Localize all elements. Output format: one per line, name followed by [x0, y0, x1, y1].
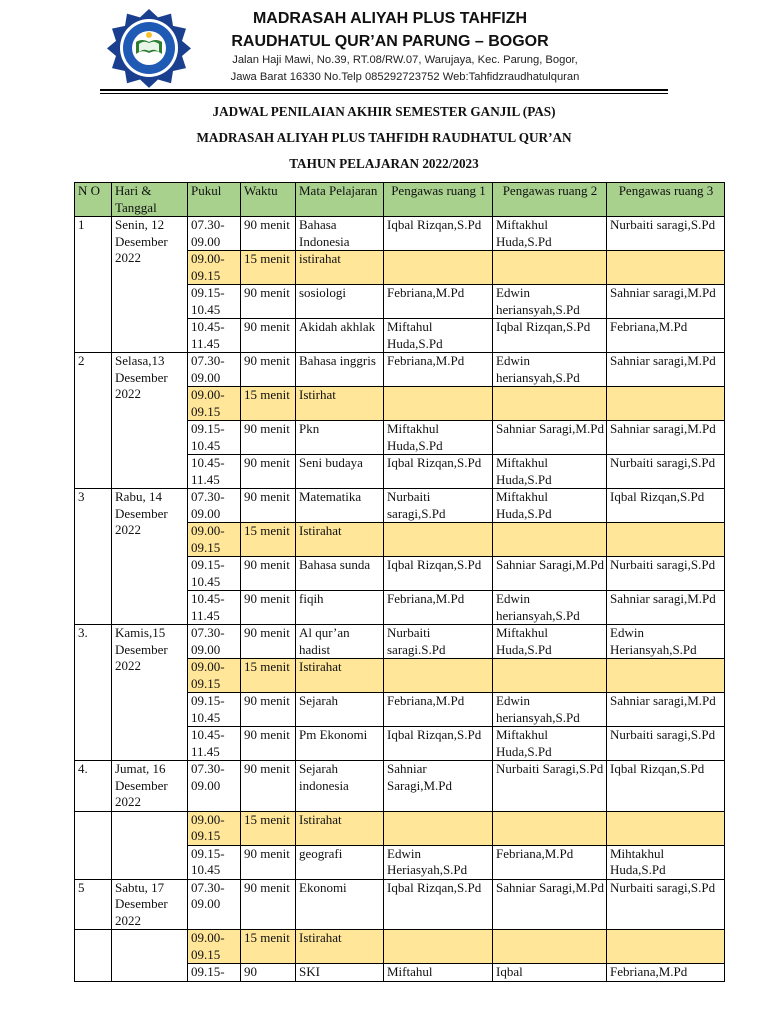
cell-subject: Bahasa Indonesia — [296, 217, 384, 251]
cell-proctor-3 — [607, 659, 725, 693]
cell-time: 07.30-09.00 — [188, 217, 241, 251]
cell-proctor-2 — [493, 659, 607, 693]
cell-time: 09.15-10.45 — [188, 285, 241, 319]
cell-duration: 90 menit — [241, 455, 296, 489]
cell-no — [75, 930, 112, 982]
cell-time: 09.15- — [188, 964, 241, 982]
cell-no: 1 — [75, 217, 112, 353]
cell-duration: 90 menit — [241, 353, 296, 387]
header-no: N O — [75, 183, 112, 217]
cell-no: 3. — [75, 625, 112, 761]
cell-day — [112, 930, 188, 982]
cell-duration: 90 — [241, 964, 296, 982]
header-proctor-3: Pengawas ruang 3 — [607, 183, 725, 217]
cell-duration: 15 menit — [241, 659, 296, 693]
cell-subject: fiqih — [296, 591, 384, 625]
cell-proctor-2: Miftakhul Huda,S.Pd — [493, 625, 607, 659]
cell-time: 09.00-09.15 — [188, 930, 241, 964]
cell-duration: 90 menit — [241, 727, 296, 761]
cell-proctor-1: Febriana,M.Pd — [384, 353, 493, 387]
cell-duration: 15 menit — [241, 523, 296, 557]
cell-time: 09.00-09.15 — [188, 811, 241, 845]
cell-subject: Istirahat — [296, 659, 384, 693]
cell-subject: Istirahat — [296, 811, 384, 845]
table-header-row — [75, 183, 725, 217]
table-row — [75, 217, 725, 251]
cell-proctor-2: Miftakhul Huda,S.Pd — [493, 217, 607, 251]
cell-no: 3 — [75, 489, 112, 625]
cell-proctor-2: Miftakhul Huda,S.Pd — [493, 489, 607, 523]
cell-proctor-3: Nurbaiti saragi,S.Pd — [607, 727, 725, 761]
cell-day: Sabtu, 17 Desember 2022 — [112, 879, 188, 930]
table-row — [75, 489, 725, 523]
cell-time: 10.45-11.45 — [188, 727, 241, 761]
cell-proctor-3: Nurbaiti saragi,S.Pd — [607, 217, 725, 251]
cell-proctor-1: Nurbaiti saragi,S.Pd — [384, 489, 493, 523]
cell-duration: 90 menit — [241, 557, 296, 591]
school-logo — [106, 8, 192, 88]
table-row — [75, 761, 725, 812]
cell-proctor-1: Iqbal Rizqan,S.Pd — [384, 557, 493, 591]
cell-subject: Akidah akhlak — [296, 319, 384, 353]
doc-subtitle-year: TAHUN PELAJARAN 2022/2023 — [289, 156, 479, 171]
cell-proctor-3: Nurbaiti saragi,S.Pd — [607, 557, 725, 591]
cell-day: Jumat, 16 Desember 2022 — [112, 761, 188, 812]
header-subject: Mata Pelajaran — [296, 183, 384, 217]
cell-duration: 90 menit — [241, 285, 296, 319]
cell-duration: 90 menit — [241, 591, 296, 625]
cell-duration: 15 menit — [241, 930, 296, 964]
cell-time: 09.15-10.45 — [188, 693, 241, 727]
cell-subject: Istirahat — [296, 523, 384, 557]
cell-time: 09.00-09.15 — [188, 387, 241, 421]
exam-schedule-table — [74, 182, 725, 982]
table-row-break — [75, 930, 725, 964]
cell-duration: 90 menit — [241, 625, 296, 659]
cell-proctor-1: Nurbaiti saragi.S.Pd — [384, 625, 493, 659]
cell-proctor-3 — [607, 811, 725, 845]
doc-subtitle-school: MADRASAH ALIYAH PLUS TAHFIDH RAUDHATUL QUR’AN — [196, 130, 572, 145]
cell-proctor-1: Iqbal Rizqan,S.Pd — [384, 727, 493, 761]
cell-subject: Pkn — [296, 421, 384, 455]
table-row-break — [75, 811, 725, 845]
cell-proctor-2: Febriana,M.Pd — [493, 845, 607, 879]
cell-time: 07.30-09.00 — [188, 625, 241, 659]
cell-duration: 15 menit — [241, 811, 296, 845]
cell-proctor-3: Sahniar saragi,M.Pd — [607, 693, 725, 727]
cell-proctor-1 — [384, 659, 493, 693]
cell-proctor-3: Nurbaiti saragi,S.Pd — [607, 455, 725, 489]
cell-duration: 90 menit — [241, 217, 296, 251]
cell-day: Rabu, 14 Desember 2022 — [112, 489, 188, 625]
cell-time: 09.00-09.15 — [188, 659, 241, 693]
cell-proctor-3: Febriana,M.Pd — [607, 964, 725, 982]
cell-duration: 90 menit — [241, 421, 296, 455]
cell-proctor-3: Sahniar saragi,M.Pd — [607, 421, 725, 455]
cell-proctor-1 — [384, 811, 493, 845]
cell-proctor-1: Febriana,M.Pd — [384, 591, 493, 625]
header-proctor-1: Pengawas ruang 1 — [384, 183, 493, 217]
cell-time: 07.30-09.00 — [188, 489, 241, 523]
cell-time: 09.00-09.15 — [188, 251, 241, 285]
cell-proctor-2 — [493, 811, 607, 845]
cell-day: Senin, 12 Desember 2022 — [112, 217, 188, 353]
address-line1: Jalan Haji Mawi, No.39, RT.08/RW.07, Warujaya, Kec. Parung, Bogor, — [232, 54, 578, 66]
cell-proctor-1 — [384, 387, 493, 421]
cell-time: 07.30-09.00 — [188, 761, 241, 812]
address-line2: Jawa Barat 16330 No.Telp 085292723752 Web:Tahfidzraudhatulquran — [230, 71, 580, 83]
cell-proctor-2: Miftakhul Huda,S.Pd — [493, 455, 607, 489]
header-day: Hari & Tanggal — [112, 183, 188, 217]
cell-proctor-2: Nurbaiti Saragi,S.Pd — [493, 761, 607, 812]
cell-duration: 90 menit — [241, 693, 296, 727]
cell-proctor-3: Edwin Heriansyah,S.Pd — [607, 625, 725, 659]
cell-proctor-3 — [607, 523, 725, 557]
cell-proctor-1 — [384, 930, 493, 964]
cell-proctor-2 — [493, 930, 607, 964]
cell-subject: Ekonomi — [296, 879, 384, 930]
cell-proctor-3: Iqbal Rizqan,S.Pd — [607, 761, 725, 812]
cell-time: 07.30-09.00 — [188, 353, 241, 387]
cell-no — [75, 811, 112, 879]
cell-subject: Sejarah — [296, 693, 384, 727]
cell-subject: istirahat — [296, 251, 384, 285]
cell-time: 10.45-11.45 — [188, 455, 241, 489]
cell-time: 10.45-11.45 — [188, 319, 241, 353]
cell-no: 2 — [75, 353, 112, 489]
header-proctor-2: Pengawas ruang 2 — [493, 183, 607, 217]
cell-proctor-1: Febriana,M.Pd — [384, 285, 493, 319]
cell-subject: Bahasa sunda — [296, 557, 384, 591]
header-rule — [100, 89, 668, 91]
cell-time: 09.15-10.45 — [188, 421, 241, 455]
doc-title: JADWAL PENILAIAN AKHIR SEMESTER GANJIL (PAS) — [212, 104, 556, 119]
cell-time: 09.15-10.45 — [188, 845, 241, 879]
cell-subject: Matematika — [296, 489, 384, 523]
cell-subject: SKI — [296, 964, 384, 982]
cell-proctor-2 — [493, 251, 607, 285]
cell-duration: 15 menit — [241, 387, 296, 421]
cell-time: 09.00-09.15 — [188, 523, 241, 557]
cell-proctor-3: Iqbal Rizqan,S.Pd — [607, 489, 725, 523]
cell-duration: 90 menit — [241, 319, 296, 353]
table-row — [75, 353, 725, 387]
header-rule-thin — [100, 93, 668, 94]
cell-proctor-2: Miftakhul Huda,S.Pd — [493, 727, 607, 761]
cell-proctor-1 — [384, 251, 493, 285]
cell-proctor-2 — [493, 387, 607, 421]
cell-subject: Seni budaya — [296, 455, 384, 489]
cell-duration: 90 menit — [241, 761, 296, 812]
cell-proctor-1: Edwin Heriasyah,S.Pd — [384, 845, 493, 879]
cell-day: Kamis,15 Desember 2022 — [112, 625, 188, 761]
cell-proctor-1: Miftahul Huda,S.Pd — [384, 319, 493, 353]
cell-proctor-3: Mihtakhul Huda,S.Pd — [607, 845, 725, 879]
cell-proctor-1: Iqbal Rizqan,S.Pd — [384, 455, 493, 489]
cell-duration: 90 menit — [241, 489, 296, 523]
cell-time: 09.15-10.45 — [188, 557, 241, 591]
cell-proctor-2: Edwin heriansyah,S.Pd — [493, 693, 607, 727]
cell-proctor-1 — [384, 523, 493, 557]
cell-proctor-2: Edwin heriansyah,S.Pd — [493, 285, 607, 319]
cell-proctor-2 — [493, 523, 607, 557]
school-name-line2: RAUDHATUL QUR’AN PARUNG – BOGOR — [231, 33, 549, 50]
cell-proctor-2: Sahniar Saragi,M.Pd — [493, 421, 607, 455]
cell-proctor-1: Iqbal Rizqan,S.Pd — [384, 217, 493, 251]
cell-proctor-3: Nurbaiti saragi,S.Pd — [607, 879, 725, 930]
cell-duration: 15 menit — [241, 251, 296, 285]
cell-proctor-2: Edwin heriansyah,S.Pd — [493, 353, 607, 387]
cell-subject: Pm Ekonomi — [296, 727, 384, 761]
cell-proctor-2: Iqbal Rizqan,S.Pd — [493, 319, 607, 353]
cell-proctor-1: Miftakhul Huda,S.Pd — [384, 421, 493, 455]
cell-proctor-3 — [607, 387, 725, 421]
header-time: Pukul — [188, 183, 241, 217]
cell-proctor-3: Febriana,M.Pd — [607, 319, 725, 353]
cell-subject: Istirahat — [296, 930, 384, 964]
cell-no: 4. — [75, 761, 112, 812]
cell-day — [112, 811, 188, 879]
cell-proctor-2: Sahniar Saragi,M.Pd — [493, 879, 607, 930]
cell-proctor-1: Miftahul — [384, 964, 493, 982]
cell-subject: Sejarah indonesia — [296, 761, 384, 812]
cell-proctor-3 — [607, 930, 725, 964]
cell-proctor-1: Iqbal Rizqan,S.Pd — [384, 879, 493, 930]
cell-time: 07.30-09.00 — [188, 879, 241, 930]
cell-proctor-3: Sahniar saragi,M.Pd — [607, 353, 725, 387]
school-name-line1: MADRASAH ALIYAH PLUS TAHFIZH — [252, 10, 528, 27]
cell-proctor-1: Febriana,M.Pd — [384, 693, 493, 727]
cell-proctor-3 — [607, 251, 725, 285]
cell-no: 5 — [75, 879, 112, 930]
cell-day: Selasa,13 Desember 2022 — [112, 353, 188, 489]
cell-proctor-1: Sahniar Saragi,M.Pd — [384, 761, 493, 812]
cell-subject: Al qur’an hadist — [296, 625, 384, 659]
cell-proctor-2: Iqbal — [493, 964, 607, 982]
cell-subject: Bahasa inggris — [296, 353, 384, 387]
table-row — [75, 625, 725, 659]
cell-proctor-2: Edwin heriansyah,S.Pd — [493, 591, 607, 625]
cell-subject: Istirhat — [296, 387, 384, 421]
cell-proctor-3: Sahniar saragi,M.Pd — [607, 591, 725, 625]
cell-duration: 90 menit — [241, 879, 296, 930]
cell-duration: 90 menit — [241, 845, 296, 879]
header-duration: Waktu — [241, 183, 296, 217]
cell-proctor-3: Sahniar saragi,M.Pd — [607, 285, 725, 319]
cell-proctor-2: Sahniar Saragi,M.Pd — [493, 557, 607, 591]
cell-subject: geografi — [296, 845, 384, 879]
table-row — [75, 879, 725, 930]
cell-time: 10.45-11.45 — [188, 591, 241, 625]
cell-subject: sosiologi — [296, 285, 384, 319]
letterhead — [0, 0, 768, 94]
